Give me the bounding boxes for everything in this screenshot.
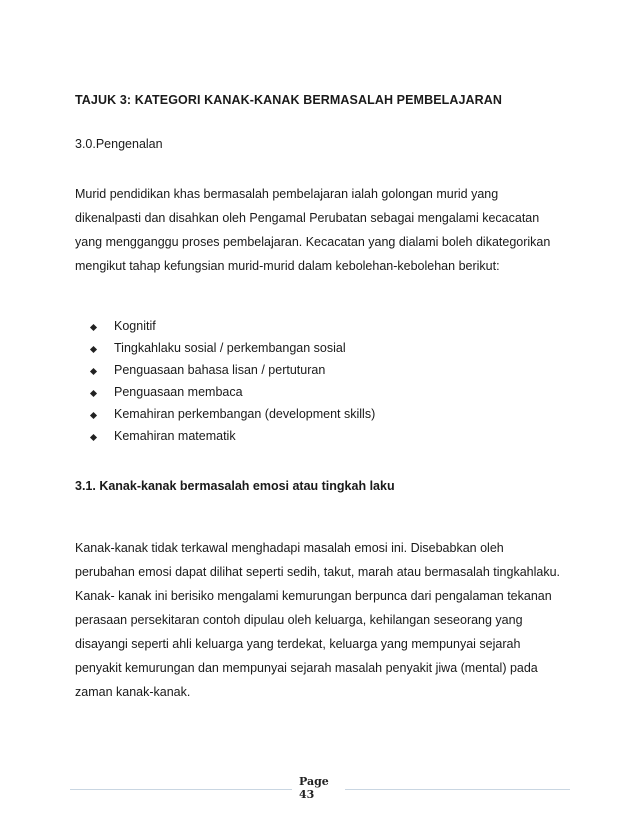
intro-heading: 3.0.Pengenalan — [75, 137, 163, 151]
bullet-icon — [90, 434, 97, 441]
paragraph-line: disayangi seperti ahli keluarga yang terdekat, keluarga yang mempunyai sejarah — [75, 637, 521, 651]
list-item-label: Kemahiran matematik — [114, 429, 236, 443]
paragraph-line: yang mengganggu proses pembelajaran. Kecacatan yang dialami boleh dikategorikan — [75, 235, 551, 249]
bullet-icon — [90, 346, 97, 353]
category-list — [88, 315, 375, 447]
page-number-value: 43 — [299, 788, 315, 801]
paragraph-line: perubahan emosi dapat dilihat seperti sedih, takut, marah atau bermasalah tingkahlaku. — [75, 565, 561, 579]
list-item-label: Tingkahlaku sosial / perkembangan sosial — [114, 341, 346, 355]
paragraph-line: zaman kanak-kanak. — [75, 685, 191, 699]
list-item — [88, 381, 375, 403]
list-item — [88, 359, 375, 381]
page-title: TAJUK 3: KATEGORI KANAK-KANAK BERMASALAH PEMBELAJARAN — [75, 93, 503, 107]
footer-divider — [70, 789, 292, 790]
page-word: Page — [299, 775, 329, 788]
list-item-label: Kemahiran perkembangan (development skills) — [114, 407, 376, 421]
list-item-label: Penguasaan membaca — [114, 385, 243, 399]
paragraph-line: dikenalpasti dan disahkan oleh Pengamal Perubatan sebagai mengalami kecacatan — [75, 211, 540, 225]
list-item — [88, 315, 375, 337]
list-item — [88, 403, 375, 425]
paragraph-line: mengikut tahap kefungsian murid-murid dalam kebolehan-kebolehan berikut: — [75, 259, 500, 273]
intro-paragraph — [75, 182, 575, 278]
section-paragraph — [75, 536, 575, 704]
list-item-label: Penguasaan bahasa lisan / pertuturan — [114, 363, 326, 377]
paragraph-line: Kanak- kanak ini berisiko mengalami kemurungan berpunca dari pengalaman tekanan — [75, 589, 552, 603]
list-item — [88, 425, 375, 447]
paragraph-line: perasaan persekitaran contoh dipulau oleh keluarga, kehilangan seseorang yang — [75, 613, 523, 627]
bullet-icon — [90, 390, 97, 397]
paragraph-line: penyakit kemurungan dan mempunyai sejarah masalah penyakit jiwa (mental) pada — [75, 661, 538, 675]
bullet-icon — [90, 368, 97, 375]
bullet-icon — [90, 412, 97, 419]
footer-divider — [345, 789, 570, 790]
paragraph-line: Kanak-kanak tidak terkawal menghadapi masalah emosi ini. Disebabkan oleh — [75, 541, 504, 555]
section-heading: 3.1. Kanak-kanak bermasalah emosi atau tingkah laku — [75, 479, 395, 493]
paragraph-line: Murid pendidikan khas bermasalah pembelajaran ialah golongan murid yang — [75, 187, 499, 201]
list-item — [88, 337, 375, 359]
bullet-icon — [90, 324, 97, 331]
list-item-label: Kognitif — [114, 319, 156, 333]
page-number — [299, 775, 329, 801]
